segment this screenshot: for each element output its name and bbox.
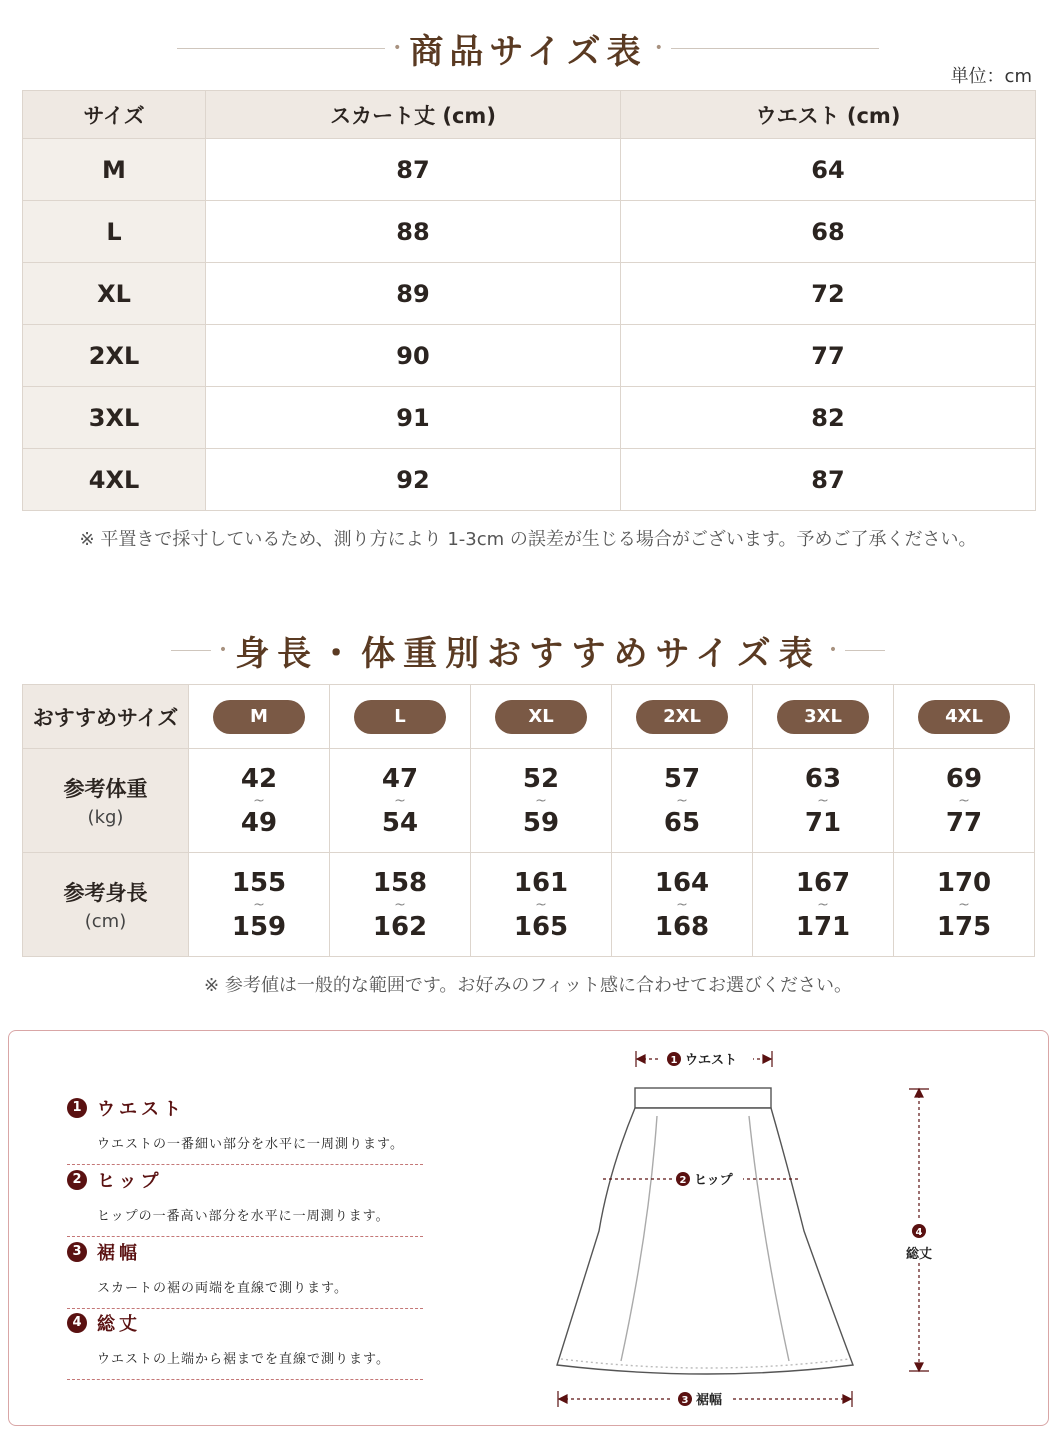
hem-diagram-label: 裾幅 [696, 1393, 723, 1408]
size-cell: 3XL [23, 387, 206, 449]
weight-label-cell [23, 749, 189, 853]
num-badge-2-text: 2 [679, 1175, 687, 1186]
length-cell: 90 [206, 325, 621, 387]
height-cell [330, 853, 471, 957]
title-dot: • [393, 40, 402, 56]
range-max: 168 [654, 911, 710, 942]
arrow-head [843, 1395, 851, 1403]
table-row [23, 201, 1036, 263]
table-row [23, 325, 1036, 387]
measure-desc: ウエストの上端から裾までを直線で測ります。 [97, 1352, 390, 1367]
recommend-size-label: おすすめサイズ [23, 685, 189, 749]
range-tilde: ~ [535, 896, 547, 913]
size-pill-cell [471, 685, 612, 749]
table-row [23, 139, 1036, 201]
weight-cell [330, 749, 471, 853]
range-tilde: ~ [676, 792, 688, 809]
measurement-guide [8, 1030, 1049, 1426]
size-pill: 2XL [636, 700, 728, 734]
header-size: サイズ [23, 91, 206, 139]
size-pill: 4XL [918, 700, 1010, 734]
waist-cell: 68 [621, 201, 1036, 263]
size-pill-cell [189, 685, 330, 749]
measure-title: 裾幅 [97, 1243, 141, 1264]
number-badge: 3 [67, 1242, 87, 1262]
weight-label: 参考体重 [63, 777, 148, 801]
measure-title: 総丈 [97, 1314, 141, 1335]
length-cell: 87 [206, 139, 621, 201]
height-cell [894, 853, 1035, 957]
size-pill: 3XL [777, 700, 869, 734]
range-tilde: ~ [394, 792, 406, 809]
range-min: 158 [372, 867, 428, 898]
size-pill-cell [612, 685, 753, 749]
arrow-head [637, 1055, 645, 1063]
num-badge-1-text: 1 [670, 1055, 678, 1066]
height-unit: (cm) [84, 911, 127, 932]
size-table [22, 90, 1036, 511]
range-tilde: ~ [817, 792, 829, 809]
title-line-left [171, 650, 211, 651]
recommend-size-row [23, 685, 1035, 749]
num-badge-4-text: 4 [915, 1227, 923, 1238]
waist-cell: 82 [621, 387, 1036, 449]
height-cell [189, 853, 330, 957]
range-tilde: ~ [958, 792, 970, 809]
size-pill-cell [753, 685, 894, 749]
height-label-cell [23, 853, 189, 957]
size-pill: XL [495, 700, 587, 734]
range-max: 159 [231, 911, 287, 942]
range-max: 49 [240, 807, 278, 838]
hip-diagram-label: ヒップ [694, 1173, 733, 1188]
range-max: 54 [381, 807, 419, 838]
weight-unit: (kg) [87, 807, 124, 828]
size-pill-cell [330, 685, 471, 749]
length-cell: 92 [206, 449, 621, 511]
height-cell [612, 853, 753, 957]
title-line-right [845, 650, 885, 651]
range-min: 52 [522, 763, 560, 794]
size-pill: M [213, 700, 305, 734]
range-max: 65 [663, 807, 701, 838]
weight-cell [612, 749, 753, 853]
length-cell: 91 [206, 387, 621, 449]
size-cell: XL [23, 263, 206, 325]
num-badge-3-text: 3 [681, 1395, 689, 1406]
weight-cell [753, 749, 894, 853]
range-tilde: ~ [958, 896, 970, 913]
title-dot: • [218, 642, 228, 658]
range-tilde: ~ [676, 896, 688, 913]
measure-title: ヒップ [97, 1171, 163, 1192]
range-min: 47 [381, 763, 419, 794]
length-cell: 88 [206, 201, 621, 263]
measure-desc: スカートの裾の両端を直線で測ります。 [97, 1281, 348, 1296]
range-max: 71 [804, 807, 842, 838]
title-line-left [177, 48, 385, 49]
recommend-title-row [0, 624, 1056, 676]
size-table-title-row [0, 22, 1056, 74]
height-row [23, 853, 1035, 957]
range-max: 77 [945, 807, 983, 838]
measure-desc: ウエストの一番細い部分を水平に一周測ります。 [97, 1137, 404, 1152]
range-min: 167 [795, 867, 851, 898]
size-cell: L [23, 201, 206, 263]
weight-cell [471, 749, 612, 853]
weight-cell [189, 749, 330, 853]
size-table-header [23, 91, 1036, 139]
size-pill-cell [894, 685, 1035, 749]
title-line-right [671, 48, 879, 49]
measure-title: ウエスト [97, 1099, 185, 1120]
skirt-diagram [9, 1031, 1050, 1427]
arrow-head [915, 1089, 923, 1097]
recommend-table [22, 684, 1035, 957]
range-max: 171 [795, 911, 851, 942]
unit-label: 単位：cm [950, 66, 1032, 87]
measure-desc: ヒップの一番高い部分を水平に一周測ります。 [97, 1209, 390, 1224]
waist-cell: 77 [621, 325, 1036, 387]
skirt-body [557, 1108, 853, 1374]
waist-diagram-label: ウエスト [685, 1053, 738, 1068]
number-badge: 2 [67, 1170, 87, 1190]
size-cell: 4XL [23, 449, 206, 511]
waist-cell: 72 [621, 263, 1036, 325]
range-max: 162 [372, 911, 428, 942]
size-pill: L [354, 700, 446, 734]
weight-cell [894, 749, 1035, 853]
range-min: 63 [804, 763, 842, 794]
range-min: 57 [663, 763, 701, 794]
range-min: 161 [513, 867, 569, 898]
header-waist: ウエスト (cm) [621, 91, 1036, 139]
range-max: 59 [522, 807, 560, 838]
range-min: 170 [936, 867, 992, 898]
waist-cell: 64 [621, 139, 1036, 201]
weight-row [23, 749, 1035, 853]
waist-cell: 87 [621, 449, 1036, 511]
number-badge: 4 [67, 1313, 87, 1333]
title-dot: • [654, 40, 663, 56]
size-table-note: ※ 平置きで採寸しているため、測り方により 1-3cm の誤差が生じる場合がございます。予めご了承ください。 [79, 529, 977, 550]
range-min: 42 [240, 763, 278, 794]
recommend-note: ※ 参考値は一般的な範囲です。お好みのフィット感に合わせてお選びください。 [204, 975, 852, 996]
arrow-head [559, 1395, 567, 1403]
table-row [23, 263, 1036, 325]
range-max: 165 [513, 911, 569, 942]
title-dot: • [828, 642, 838, 658]
recommend-title: 身長・体重別おすすめサイズ表 [235, 633, 821, 674]
size-cell: 2XL [23, 325, 206, 387]
table-row [23, 387, 1036, 449]
length-cell: 89 [206, 263, 621, 325]
range-tilde: ~ [817, 896, 829, 913]
header-skirt-length: スカート丈 (cm) [206, 91, 621, 139]
range-tilde: ~ [253, 896, 265, 913]
range-min: 164 [654, 867, 710, 898]
height-label: 参考身長 [63, 881, 148, 905]
arrow-head [763, 1055, 771, 1063]
size-cell: M [23, 139, 206, 201]
height-cell [471, 853, 612, 957]
range-tilde: ~ [253, 792, 265, 809]
waistband [635, 1088, 771, 1108]
range-max: 175 [936, 911, 992, 942]
number-badge: 1 [67, 1098, 87, 1118]
length-diagram-label: 総丈 [905, 1247, 933, 1262]
size-table-title: 商品サイズ表 [409, 31, 647, 72]
range-tilde: ~ [535, 792, 547, 809]
range-tilde: ~ [394, 896, 406, 913]
height-cell [753, 853, 894, 957]
range-min: 69 [945, 763, 983, 794]
arrow-head [915, 1363, 923, 1371]
table-row [23, 449, 1036, 511]
range-min: 155 [231, 867, 287, 898]
